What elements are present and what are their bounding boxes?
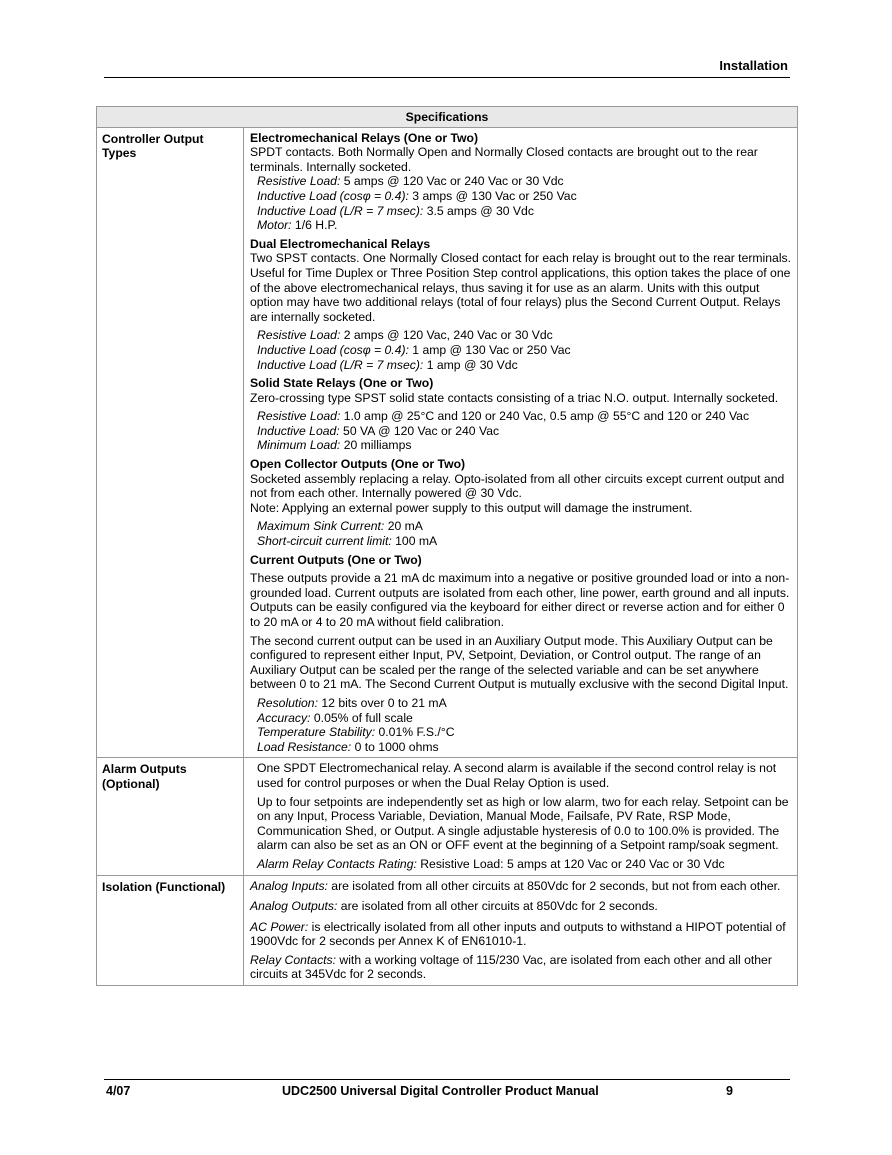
row-label-output-types: Controller Output Types (97, 127, 244, 758)
alarm-paragraph: One SPDT Electromechanical relay. A second alarm is available if the second control relay is not used for control purposes or when the Dual Relay Option is used. (257, 761, 777, 790)
row-content-alarm-outputs (244, 758, 798, 875)
spec-line: Resistive Load: 5 amps @ 120 Vac or 240 Vac or 30 Vdc (257, 174, 564, 189)
isolation-item: AC Power: is electrically isolated from all other inputs and outputs to withstand a HIPOT potential of 1900Vdc for 2 seconds per Annex K of EN61010-1. (250, 919, 786, 949)
spec-line: Resistive Load: 2 amps @ 120 Vac, 240 Vac or 30 Vdc (257, 328, 553, 343)
em-relays-desc: SPDT contacts. Both Normally Open and Normally Closed contacts are brought out to the rear terminals. Internally socketed. (250, 145, 758, 174)
footer-manual-title: UDC2500 Universal Digital Controller Product Manual (282, 1084, 599, 1098)
current-outputs-desc-1: These outputs provide a 21 mA dc maximum into a negative or positive grounded load or into a non-grounded load. Current outputs are isolated from each other, line power, earth ground and all inputs. Outputs can be easily configured via the keyboard for either direct or reverse action and for either 0 to 20 mA or 4 to 20 mA without field calibration. (250, 571, 790, 629)
ssr-heading: Solid State Relays (One or Two) (250, 376, 434, 391)
row-content-output-types (244, 127, 798, 758)
spec-line: Inductive Load: 50 VA @ 120 Vac or 240 Vac (257, 423, 500, 438)
isolation-item: Analog Inputs: are isolated from all other circuits at 850Vdc for 2 seconds, but not from each other. (250, 878, 781, 893)
open-collector-block (250, 457, 791, 549)
open-collector-note: Note: Applying an external power supply to this output will damage the instrument. (250, 500, 693, 515)
table-row (97, 127, 798, 758)
spec-line: Accuracy: 0.05% of full scale (257, 710, 413, 725)
spec-line: Inductive Load (cosφ = 0.4): 3 amps @ 130 Vac or 250 Vac (257, 188, 577, 203)
spec-line: Maximum Sink Current: 20 mA (257, 519, 423, 534)
spec-line: Inductive Load (L/R = 7 msec): 1 amp @ 30 Vdc (257, 357, 518, 372)
dual-relays-heading: Dual Electromechanical Relays (250, 236, 431, 251)
alarm-paragraph: Up to four setpoints are independently set as high or low alarm, two for each relay. Setpoint can be on any Input, Process Variable, Deviation, Manual Mode, Failsafe, PV Rate, RSP Mode, Communication Shed, or Output. A single adjustable hysteresis of 0.0 to 100.0% is provided. The alarm can also be set as an ON or OFF event at the beginning of a Setpoint ramp/soak segment. (257, 794, 789, 853)
spec-line: Resolution: 12 bits over 0 to 21 mA (257, 695, 447, 710)
spec-line: Motor: 1/6 H.P. (257, 218, 338, 233)
current-outputs-desc-2: The second current output can be used in an Auxiliary Output mode. This Auxiliary Output can be configured to represent either Input, PV, Setpoint, Deviation, or Control output. The range of an Auxiliary Output can be scaled per the range of the selected variable and can be set anywhere between 0 to 21 mA. The Second Current Output is mutually exclusive with the second Digital Input. (250, 633, 789, 692)
current-outputs-block (250, 553, 791, 755)
spec-line: Short-circuit current limit: 100 mA (257, 534, 438, 549)
dual-relays-desc: Two SPST contacts. One Normally Closed contact for each relay is brought out to the rear terminals. Useful for Time Duplex or Three Position Step control applications, this option takes the place of one of the above electromechanical relays, thus saving it for use as an alarm. Units with this output option may have two additional relays (total of four relays) plus the Second Current Output. Relays are internally socketed. (250, 251, 792, 324)
spec-line: Temperature Stability: 0.01% F.S./°C (257, 725, 455, 740)
row-content-isolation (244, 875, 798, 986)
alarm-rating: Alarm Relay Contacts Rating: Resistive Load: 5 amps at 120 Vac or 240 Vac or 30 Vdc (257, 856, 725, 871)
row-label-isolation: Isolation (Functional) (97, 875, 244, 986)
section-title: Installation (719, 58, 788, 73)
spec-line: Load Resistance: 0 to 1000 ohms (257, 739, 439, 754)
table-row (97, 875, 798, 986)
open-collector-desc: Socketed assembly replacing a relay. Opto-isolated from all other circuits except current output and not from each other. Internally powered @ 30 Vdc. (250, 471, 785, 501)
table-title: Specifications (97, 107, 798, 128)
dual-relays-block (250, 237, 791, 372)
current-outputs-heading: Current Outputs (One or Two) (250, 552, 422, 567)
footer-divider (104, 1079, 790, 1080)
spec-line: Inductive Load (cosφ = 0.4): 1 amp @ 130 Vac or 250 Vac (257, 342, 571, 357)
open-collector-heading: Open Collector Outputs (One or Two) (250, 457, 466, 472)
spec-line: Inductive Load (L/R = 7 msec): 3.5 amps @ 30 Vdc (257, 203, 534, 218)
ssr-block (250, 376, 791, 453)
page-number: 9 (726, 1084, 733, 1098)
spec-line: Resistive Load: 1.0 amp @ 25°C and 120 or 240 Vac, 0.5 amp @ 55°C and 120 or 240 Vac (257, 409, 750, 424)
header-divider (104, 77, 790, 78)
row-label-alarm-outputs: Alarm Outputs (Optional) (97, 758, 244, 875)
ssr-desc: Zero-crossing type SPST solid state contacts consisting of a triac N.O. output. Internally socketed. (250, 390, 779, 405)
table-row (97, 758, 798, 875)
spec-line: Minimum Load: 20 milliamps (257, 438, 412, 453)
isolation-item: Relay Contacts: with a working voltage of 115/230 Vac, are isolated from each other and all other circuits at 345Vdc for 2 seconds. (250, 952, 772, 982)
specifications-table (96, 106, 798, 986)
em-relays-heading: Electromechanical Relays (One or Two) (250, 130, 479, 145)
em-relays-block (250, 131, 791, 233)
footer-date: 4/07 (106, 1084, 131, 1098)
isolation-item: Analog Outputs: are isolated from all other circuits at 850Vdc for 2 seconds. (250, 899, 658, 914)
